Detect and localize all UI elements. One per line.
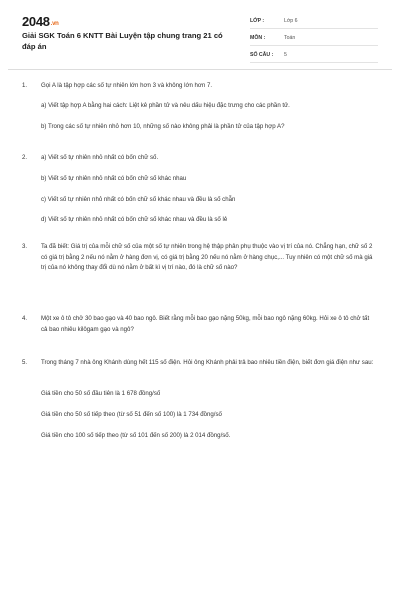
document-title: Giải SGK Toán 6 KNTT Bài Luyện tập chung trang 21 có đáp án bbox=[22, 31, 223, 51]
question-1-part-b: b) Trong các số tự nhiên nhỏ hơn 10, những số nào không phải là phần tử của tập hợp A? bbox=[41, 123, 285, 130]
brand-domain: .vn bbox=[50, 21, 59, 27]
question-number: 5. bbox=[22, 359, 28, 366]
header-divider bbox=[8, 69, 392, 70]
site-logo[interactable] bbox=[22, 14, 59, 29]
question-1-part-a: a) Viết tập hợp A bằng hai cách: Liệt kê phần tử và nêu dấu hiệu đặc trưng cho các phần tử. bbox=[41, 102, 290, 109]
question-number: 2. bbox=[22, 154, 28, 161]
question-2-part-d: d) Viết số tự nhiên nhỏ nhất có bốn chữ số khác nhau và đều là số lẻ bbox=[41, 216, 228, 223]
question-1-stem: Gọi A là tập hợp các số tự nhiên lớn hơn 3 và không lớn hơn 7. bbox=[41, 82, 213, 89]
question-3-text: Ta đã biết: Giá trị của mỗi chữ số của một số tự nhiên trong hệ thập phân phụ thuộc vào vị trí của nó. Chẳng hạn, chữ số 2 có giá trị bằng 2 nếu nó nằm ở hàng đơn vị, có giá trị bằng 20 nếu nó nằm ở hàng chục,... Tuy nhiên có một chữ số mà giá trị của nó không thay đổi dù nó nằm ở bất kì vị trí nào, đó là chữ số nào? bbox=[41, 243, 373, 271]
document-meta bbox=[250, 14, 378, 63]
brand-name: 2048 bbox=[22, 14, 50, 29]
question-5-price-2: Giá tiền cho 50 số tiếp theo (từ số 51 đến số 100) là 1 734 đồng/số bbox=[41, 411, 222, 418]
question-number: 3. bbox=[22, 243, 28, 250]
question-2-part-a: a) Viết số tự nhiên nhỏ nhất có bốn chữ số. bbox=[41, 154, 159, 161]
question-5-price-3: Giá tiền cho 100 số tiếp theo (từ số 101 đến số 200) là 2 014 đồng/số. bbox=[41, 432, 231, 439]
question-5-text: Trong tháng 7 nhà ông Khánh dùng hết 115 số điện. Hỏi ông Khánh phải trả bao nhiêu tiền điện, biết đơn giá điện như sau: bbox=[41, 359, 374, 366]
meta-subject-value: Toán bbox=[284, 35, 296, 41]
meta-count-label: SỐ CÂU : bbox=[250, 52, 274, 58]
meta-grade-row bbox=[250, 14, 378, 29]
meta-subject-row bbox=[250, 31, 378, 46]
question-4-text: Một xe ô tô chở 30 bao gạo và 40 bao ngô. Biết rằng mỗi bao gạo nặng 50kg, mỗi bao ngô nặng 60kg. Hỏi xe ô tô chở tất cả bao nhiêu kilôgam gạo và ngô? bbox=[41, 315, 370, 333]
meta-grade-label: LỚP : bbox=[250, 18, 265, 24]
question-5-price-1: Giá tiền cho 50 số đầu tiên là 1 678 đồng/số bbox=[41, 390, 161, 397]
question-number: 1. bbox=[22, 82, 28, 89]
meta-count-value: 5 bbox=[284, 52, 287, 58]
meta-grade-value: Lớp 6 bbox=[284, 18, 298, 24]
question-number: 4. bbox=[22, 315, 28, 322]
meta-subject-label: MÔN : bbox=[250, 35, 266, 41]
question-2-part-b: b) Viết số tự nhiên nhỏ nhất có bốn chữ số khác nhau bbox=[41, 175, 187, 182]
meta-count-row bbox=[250, 48, 378, 63]
question-2-part-c: c) Viết số tự nhiên nhỏ nhất có bốn chữ số khác nhau và đều là số chẵn bbox=[41, 196, 236, 203]
